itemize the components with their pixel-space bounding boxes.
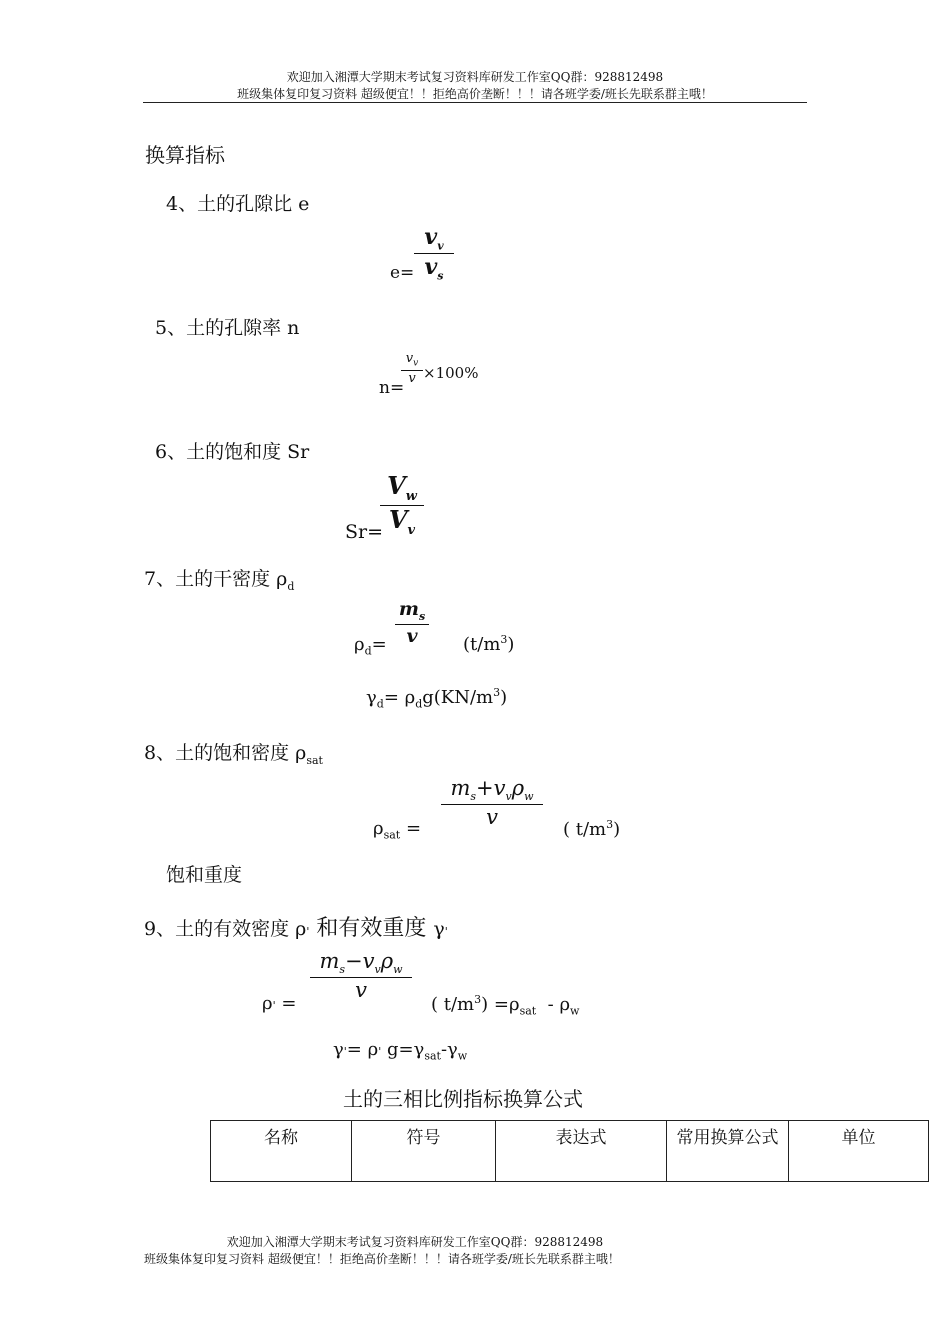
eff-density-title: 9、土的有效密度 ρ' 和有效重度 γ'	[144, 916, 448, 941]
conversion-table	[210, 1120, 929, 1182]
footer-line-1: 欢迎加入湘潭大学期末考试复习资料库研发工作室QQ群：928812498	[226, 1235, 604, 1249]
void-ratio-fraction: $v_v$ $v_s$	[414, 226, 454, 282]
porosity-fraction: $v_v$ v	[401, 352, 423, 385]
sat-density-title: 8、土的饱和密度 $\rho_{sat}$	[144, 742, 323, 767]
porosity-title: 5、土的孔隙率 n	[155, 317, 300, 339]
section-title: 换算指标	[145, 143, 225, 167]
header-cell-common-formula: 常用换算公式	[667, 1121, 789, 1182]
header-cell-name: 名称	[211, 1121, 352, 1182]
table-header-row	[211, 1121, 929, 1182]
table-caption: 土的三相比例指标换算公式	[343, 1087, 583, 1111]
porosity-tail: ×100%	[423, 364, 479, 382]
dry-density-fraction: $m_s$ v	[395, 600, 429, 646]
header-rule	[143, 102, 807, 103]
sat-density-unit: ( $t/m^3$)	[563, 818, 621, 840]
dry-unit-weight-line: $\gamma_d= \rho_dg(KN/m^3)$	[366, 686, 508, 711]
header-line-1: 欢迎加入湘潭大学期末考试复习资料库研发工作室QQ群：928812498	[286, 70, 664, 84]
dry-density-title: 7、土的干密度 $\rho_d$	[144, 568, 295, 593]
eff-unit-weight-line: γ'= ρ' $g=\gamma_{sat}-\gamma_w$	[333, 1039, 468, 1063]
header-cell-unit: 单位	[789, 1121, 929, 1182]
header-cell-symbol: 符号	[352, 1121, 496, 1182]
eff-density-lhs: ρ' =	[262, 993, 297, 1014]
porosity-lhs: n=	[379, 378, 405, 398]
void-ratio-title: 4、土的孔隙比 e	[166, 193, 310, 215]
sat-unit-weight-label: 饱和重度	[166, 864, 243, 886]
footer-line-2: 班级集体复印复习资料 超级便宜！！拒绝高价垄断！！！请各班学委/班长先联系群主哦！	[144, 1252, 620, 1266]
sat-density-fraction: $m_s+v_v\rho_w$ v	[441, 778, 543, 828]
saturation-fraction: $V_w$ $V_v$	[380, 474, 424, 537]
dry-density-unit: $(t/m^3)$	[463, 633, 515, 655]
eff-density-fraction: $m_s-v_v\rho_w$ v	[310, 951, 412, 1001]
header-line-2: 班级集体复印复习资料 超级便宜！！拒绝高价垄断！！！请各班学委/班长先联系群主哦！	[237, 87, 713, 101]
header-cell-expression: 表达式	[496, 1121, 667, 1182]
saturation-title: 6、土的饱和度 Sr	[155, 441, 310, 463]
sat-density-lhs: $\rho_{sat}$ =	[373, 818, 422, 842]
void-ratio-lhs: e=	[390, 263, 415, 283]
eff-density-unit: ( $t/m^3) =\rho_{sat} - \rho_w$	[431, 993, 580, 1018]
dry-density-lhs: $\rho_d=$	[354, 634, 387, 658]
saturation-lhs: Sr=	[345, 521, 384, 543]
